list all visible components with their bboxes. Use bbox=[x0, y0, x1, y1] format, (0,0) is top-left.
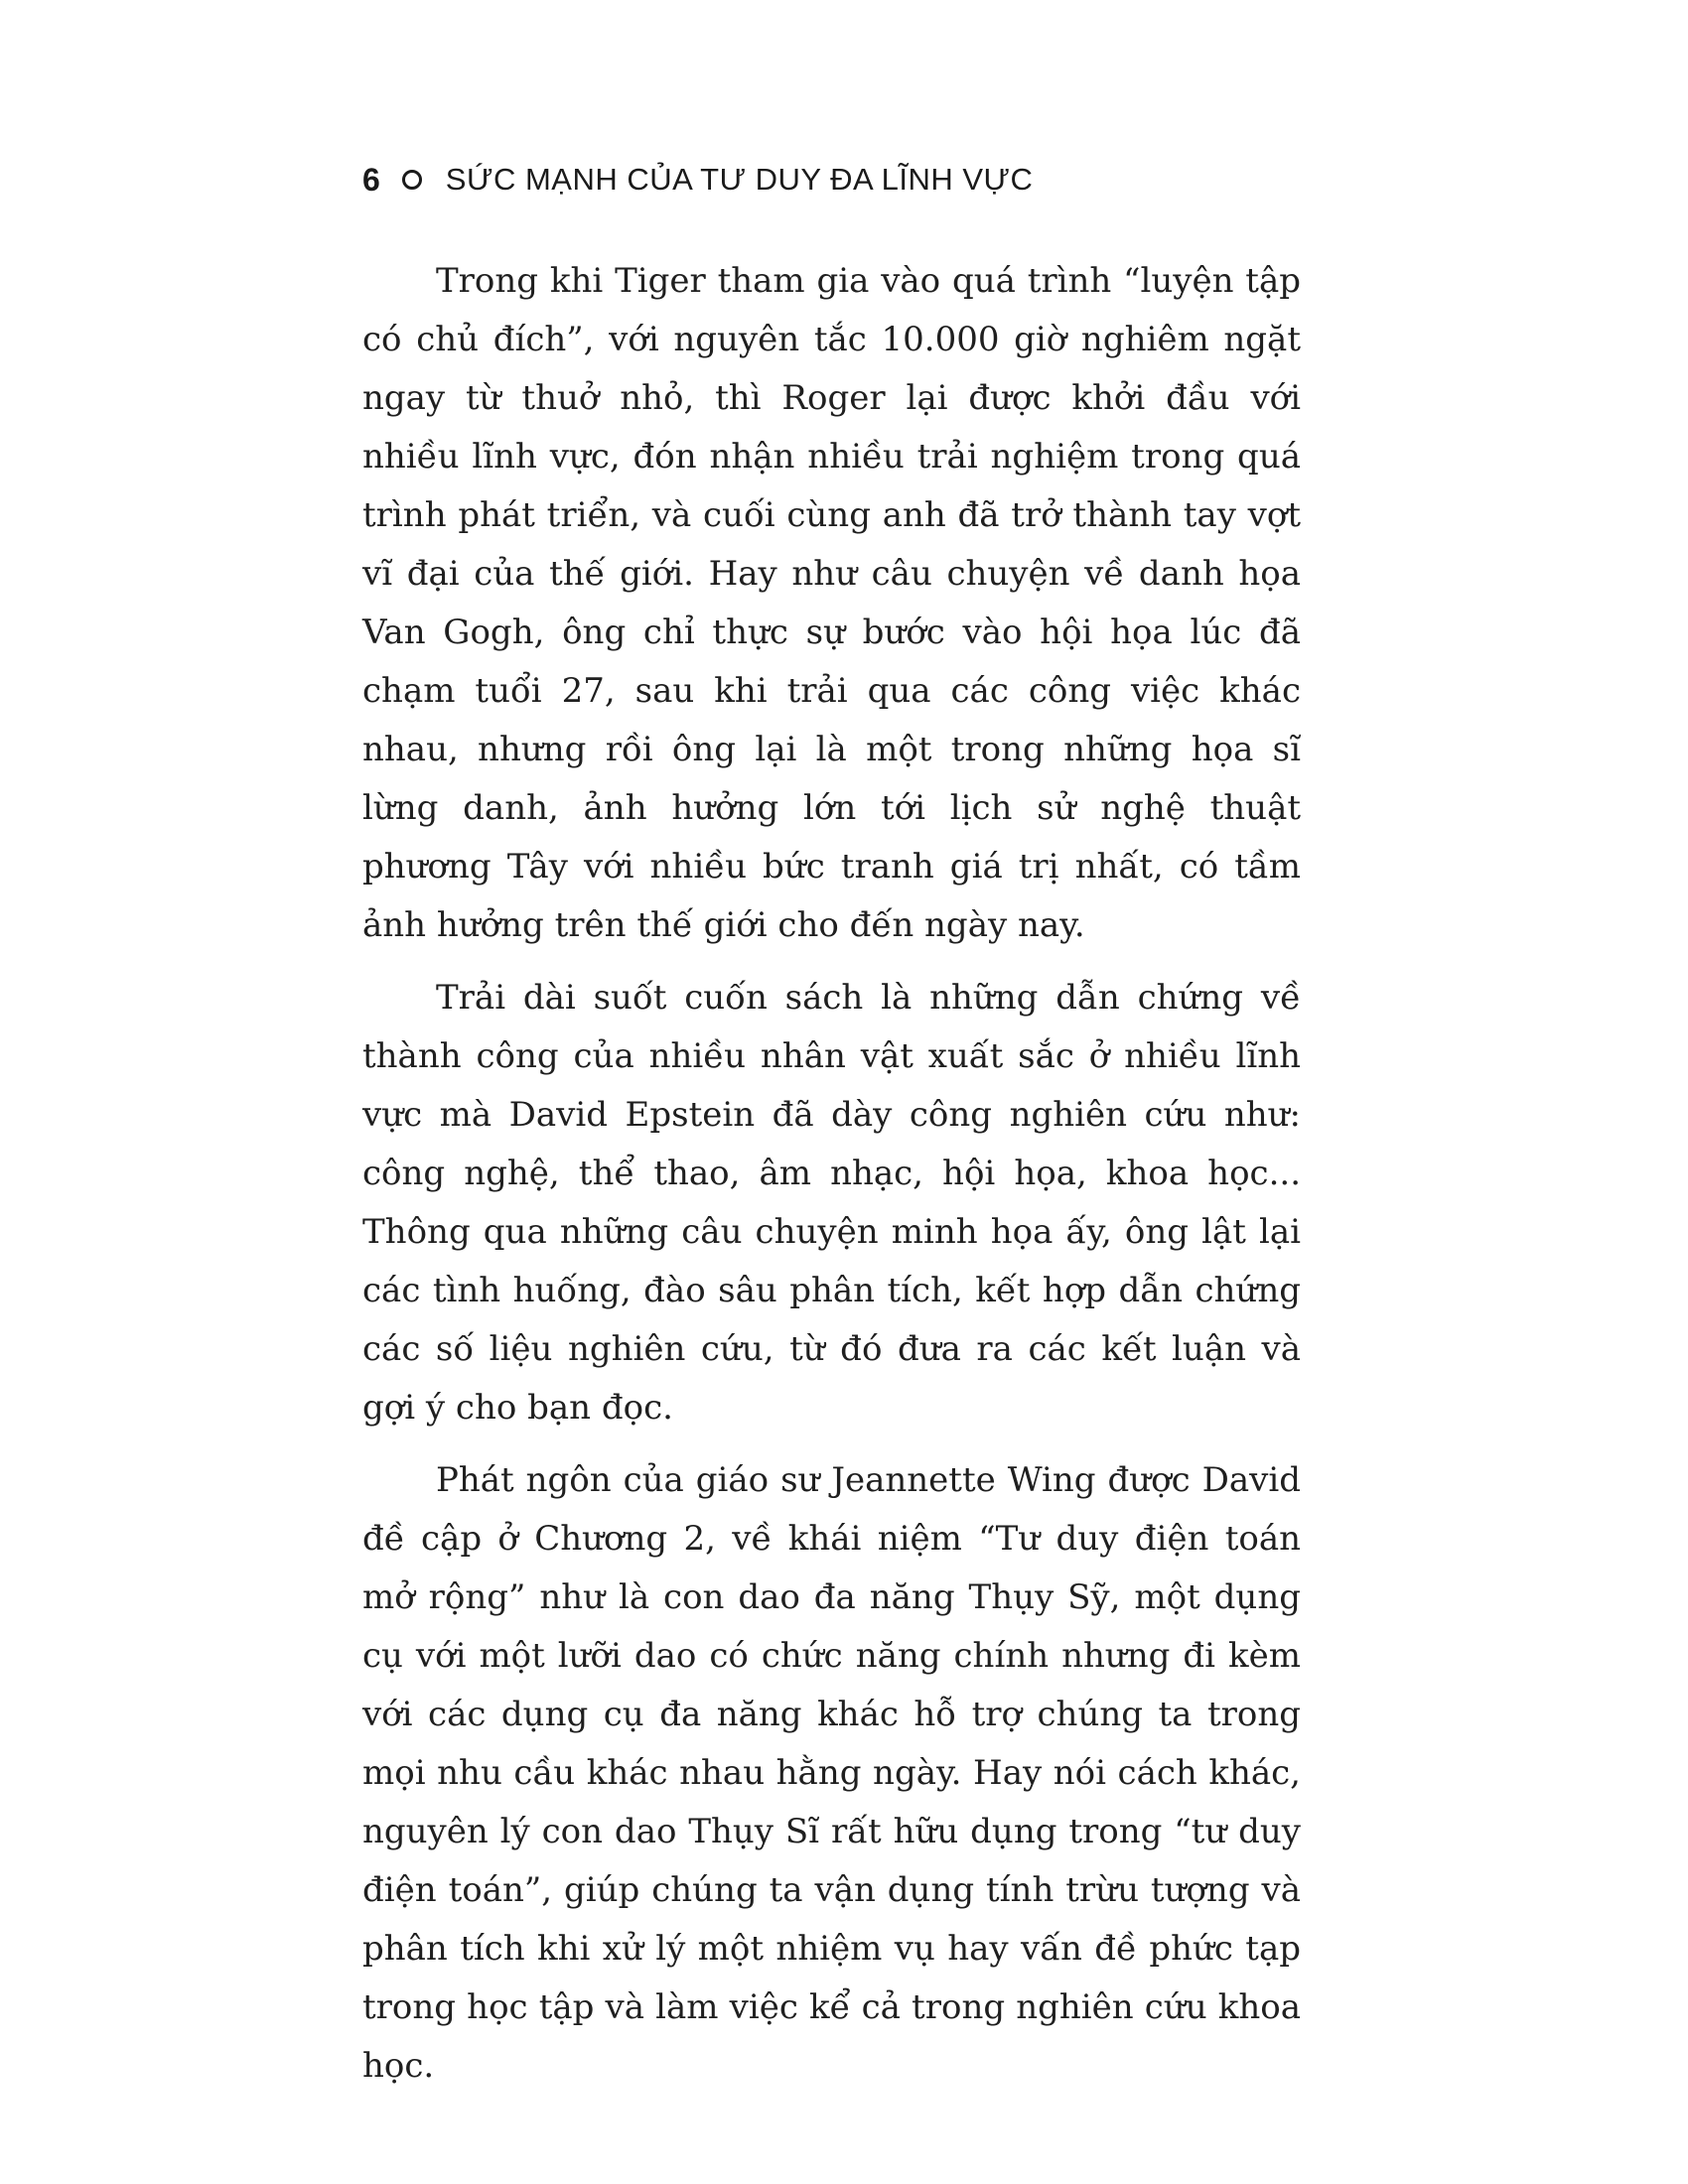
book-title-header: SỨC MẠNH CỦA TƯ DUY ĐA LĨNH VỰC bbox=[445, 162, 1034, 197]
paragraph-2: Trải dài suốt cuốn sách là những dẫn chứng về thành công của nhiều nhân vật xuất sắc ở nhiều lĩnh vực mà David Epstein đã dày công nghiên cứu như: công nghệ, thể thao, âm nhạc, hội họa, khoa học... Thông qua những câu chuyện minh họa ấy, ông lật lại các tình huống, đào sâu phân tích, kết hợp dẫn chứng các số liệu nghiên cứu, từ đó đưa ra các kết luận và gợi ý cho bạn đọc. bbox=[362, 978, 1301, 1428]
paragraph-3: Phát ngôn của giáo sư Jeannette Wing được David đề cập ở Chương 2, về khái niệm “Tư duy điện toán mở rộng” như là con dao đa năng Thụy Sỹ, một dụng cụ với một lưỡi dao có chức năng chính nhưng đi kèm với các dụng cụ đa năng khác hỗ trợ chúng ta trong mọi nhu cầu khác nhau hằng ngày. Hay nói cách khác, nguyên lý con dao Thụy Sĩ rất hữu dụng trong “tư duy điện toán”, giúp chúng ta vận dụng tính trừu tượng và phân tích khi xử lý một nhiệm vụ hay vấn đề phức tạp trong học tập và làm việc kể cả trong nghiên cứu khoa học. bbox=[362, 1460, 1301, 2086]
page-number: 6 bbox=[362, 162, 380, 198]
body-text bbox=[362, 252, 1301, 2110]
paragraph-1: Trong khi Tiger tham gia vào quá trình “luyện tập có chủ đích”, với nguyên tắc 10.000 giờ nghiêm ngặt ngay từ thuở nhỏ, thì Roger lại được khởi đầu với nhiều lĩnh vực, đón nhận nhiều trải nghiệm trong quá trình phát triển, và cuối cùng anh đã trở thành tay vợt vĩ đại của thế giới. Hay như câu chuyện về danh họa Van Gogh, ông chỉ thực sự bước vào hội họa lúc đã chạm tuổi 27, sau khi trải qua các công việc khác nhau, nhưng rồi ông lại là một trong những họa sĩ lừng danh, ảnh hưởng lớn tới lịch sử nghệ thuật phương Tây với nhiều bức tranh giá trị nhất, có tầm ảnh hưởng trên thế giới cho đến ngày nay. bbox=[362, 261, 1301, 945]
circle-ornament-icon bbox=[402, 170, 422, 190]
running-header bbox=[362, 159, 1033, 201]
